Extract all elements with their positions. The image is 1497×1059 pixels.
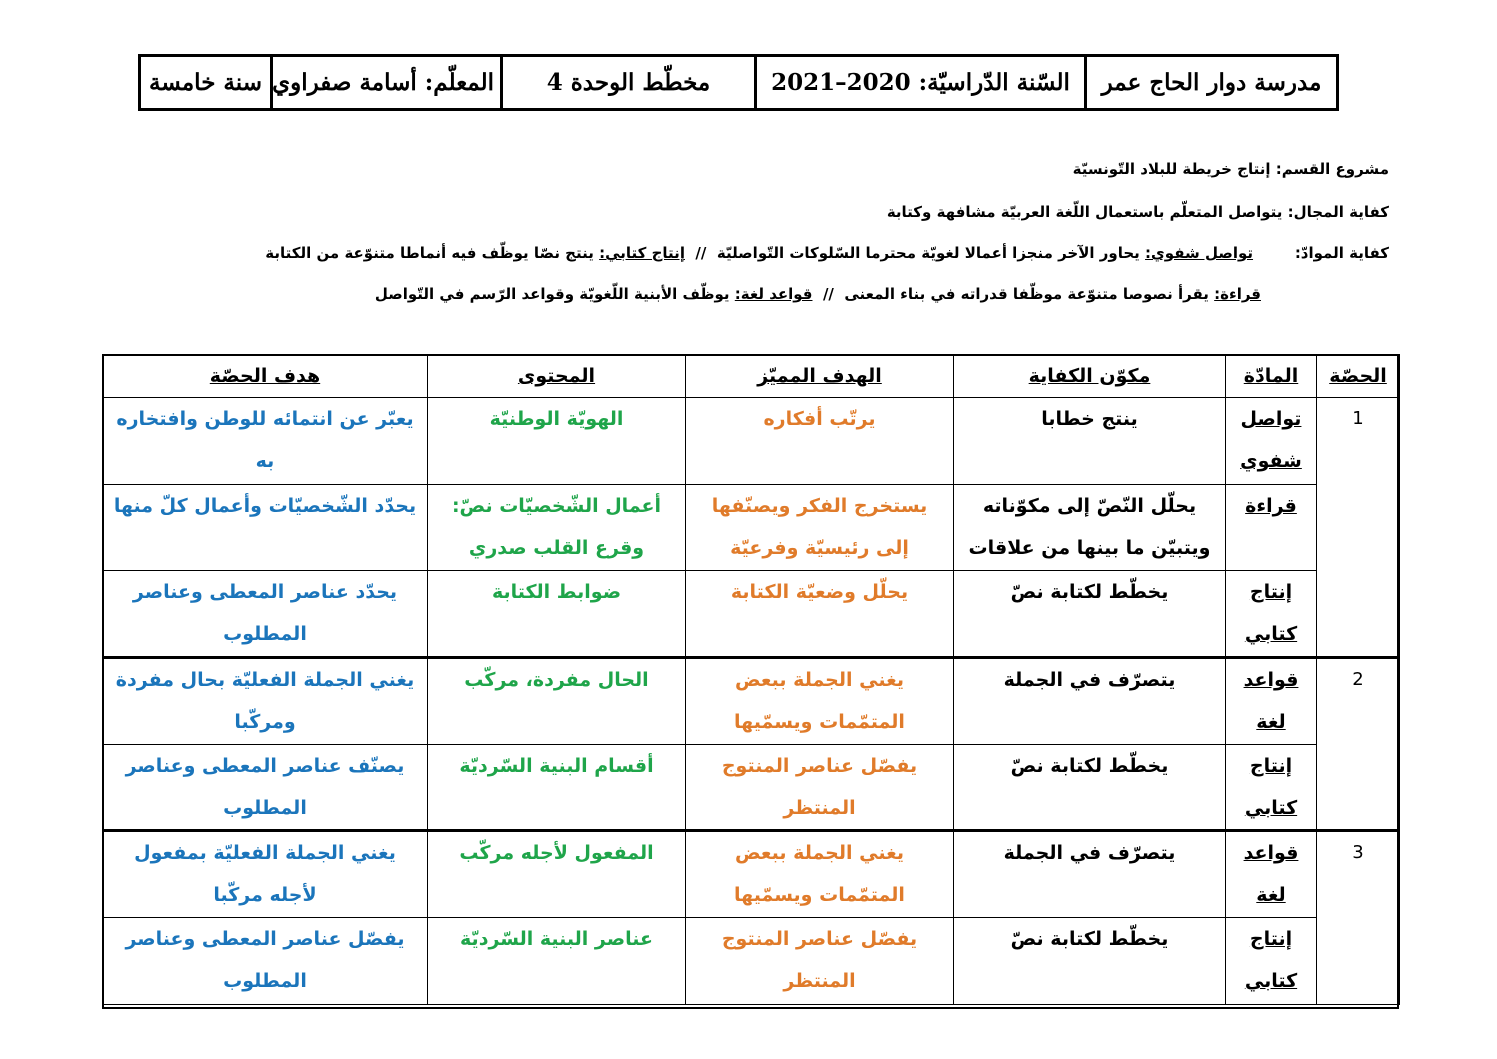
content-cell: أعمال الشّخصيّات نصّ: وقرع القلب صدري (428, 485, 686, 571)
header-goal: هدف الحصّة (103, 355, 428, 398)
table-row (103, 398, 1400, 485)
reading-value: يقرأ نصوصا متنوّعة موظّفا قدراته في بناء المعنى (844, 285, 1209, 303)
objective-cell: يفصّل عناصر المنتوج المنتظر (686, 745, 954, 831)
subject-competency-line (265, 244, 1389, 262)
header-component: مكوّن الكفاية (954, 355, 1226, 398)
objective-cell: يغني الجملة ببعض المتمّمات ويسمّيها (686, 658, 954, 745)
separator: // (822, 285, 834, 303)
objective-cell: يرتّب أفكاره (686, 398, 954, 485)
content-cell: ضوابط الكتابة (428, 571, 686, 658)
subject-cell: إنتاج كتابي (1226, 918, 1317, 1005)
separator: // (695, 244, 707, 262)
header-content: المحتوى (428, 355, 686, 398)
goal-cell: يفصّل عناصر المعطى وعناصر المطلوب (103, 918, 428, 1005)
goal-cell: يعبّر عن انتمائه للوطن وافتخاره به (103, 398, 428, 485)
table-row (103, 485, 1400, 571)
goal-cell: يحدّد الشّخصيّات وأعمال كلّ منها (103, 485, 428, 571)
goal-cell: يحدّد عناصر المعطى وعناصر المطلوب (103, 571, 428, 658)
school-year: السّنة الدّراسيّة: 2020–2021 (756, 56, 1086, 110)
table-row (103, 831, 1400, 918)
objective-cell: يستخرج الفكر ويصنّفها إلى رئيسيّة وفرعيّة (686, 485, 954, 571)
oral-value: يحاور الآخر منجزا أعمالا لغويّة محترما السّلوكات التّواصليّة (716, 244, 1140, 262)
oral-label: تواصل شفوي: (1145, 244, 1254, 262)
grade-level: سنة خامسة (140, 56, 272, 110)
header-box (138, 54, 1339, 111)
component-cell: يتصرّف في الجملة (954, 831, 1226, 918)
session-number: 1 (1317, 398, 1400, 658)
table-row (103, 571, 1400, 658)
table-header-row (103, 355, 1400, 398)
objective-cell: يغني الجملة ببعض المتمّمات ويسمّيها (686, 831, 954, 918)
component-cell: يتصرّف في الجملة (954, 658, 1226, 745)
table-row (103, 918, 1400, 1005)
writing-label: إنتاج كتابي: (599, 244, 685, 262)
domain-value: يتواصل المتعلّم باستعمال اللّغة العربيّة مشافهة وكتابة (886, 203, 1283, 221)
unit-plan-title: مخطّط الوحدة 4 (502, 56, 756, 110)
objective-cell: يفصّل عناصر المنتوج المنتظر (686, 918, 954, 1005)
objective-cell: يحلّل وضعيّة الكتابة (686, 571, 954, 658)
header-session: الحصّة (1317, 355, 1400, 398)
component-cell: يخطّط لكتابة نصّ (954, 918, 1226, 1005)
goal-cell: يصنّف عناصر المعطى وعناصر المطلوب (103, 745, 428, 831)
subject-cell: قراءة (1226, 485, 1317, 571)
domain-label: كفاية المجال: (1287, 203, 1389, 221)
subject-cell: إنتاج كتابي (1226, 745, 1317, 831)
subject-cell: قواعد لغة (1226, 658, 1317, 745)
session-number: 3 (1317, 831, 1400, 1005)
content-cell: الحال مفردة، مركّب (428, 658, 686, 745)
table-row (103, 658, 1400, 745)
content-cell: الهويّة الوطنيّة (428, 398, 686, 485)
reading-grammar-line (375, 285, 1261, 303)
component-cell: ينتج خطابا (954, 398, 1226, 485)
project-label: مشروع القسم: (1275, 160, 1389, 178)
domain-competency-line (887, 203, 1389, 221)
teacher-name: المعلّم: أسامة صفراوي (272, 56, 502, 110)
reading-label: قراءة: (1214, 285, 1261, 303)
unit-plan-table (102, 354, 1400, 1005)
content-cell: أقسام البنية السّرديّة (428, 745, 686, 831)
component-cell: يخطّط لكتابة نصّ (954, 571, 1226, 658)
school-name: مدرسة دوار الحاج عمر (1086, 56, 1338, 110)
subject-cell: تواصل شفوي (1226, 398, 1317, 485)
table-row (103, 745, 1400, 831)
header-objective: الهدف المميّز (686, 355, 954, 398)
grammar-label: قواعد لغة: (734, 285, 813, 303)
header-subject: المادّة (1226, 355, 1317, 398)
content-cell: المفعول لأجله مركّب (428, 831, 686, 918)
component-cell: يحلّل النّصّ إلى مكوّناته ويتبيّن ما بينها من علاقات (954, 485, 1226, 571)
subject-cell: قواعد لغة (1226, 831, 1317, 918)
writing-value: ينتج نصّا يوظّف فيه أنماطا متنوّعة من الكتابة (265, 244, 594, 262)
component-cell: يخطّط لكتابة نصّ (954, 745, 1226, 831)
goal-cell: يغني الجملة الفعليّة بمفعول لأجله مركّبا (103, 831, 428, 918)
content-cell: عناصر البنية السّرديّة (428, 918, 686, 1005)
goal-cell: يغني الجملة الفعليّة بحال مفردة ومركّبا (103, 658, 428, 745)
project-value: إنتاج خريطة للبلاد التّونسيّة (1072, 160, 1271, 178)
session-number: 2 (1317, 658, 1400, 831)
subjects-label: كفاية الموادّ: (1294, 244, 1389, 262)
class-project-line (1073, 160, 1389, 178)
subject-cell: إنتاج كتابي (1226, 571, 1317, 658)
grammar-value: يوظّف الأبنية اللّغويّة وقواعد الرّسم في التّواصل (374, 285, 730, 303)
